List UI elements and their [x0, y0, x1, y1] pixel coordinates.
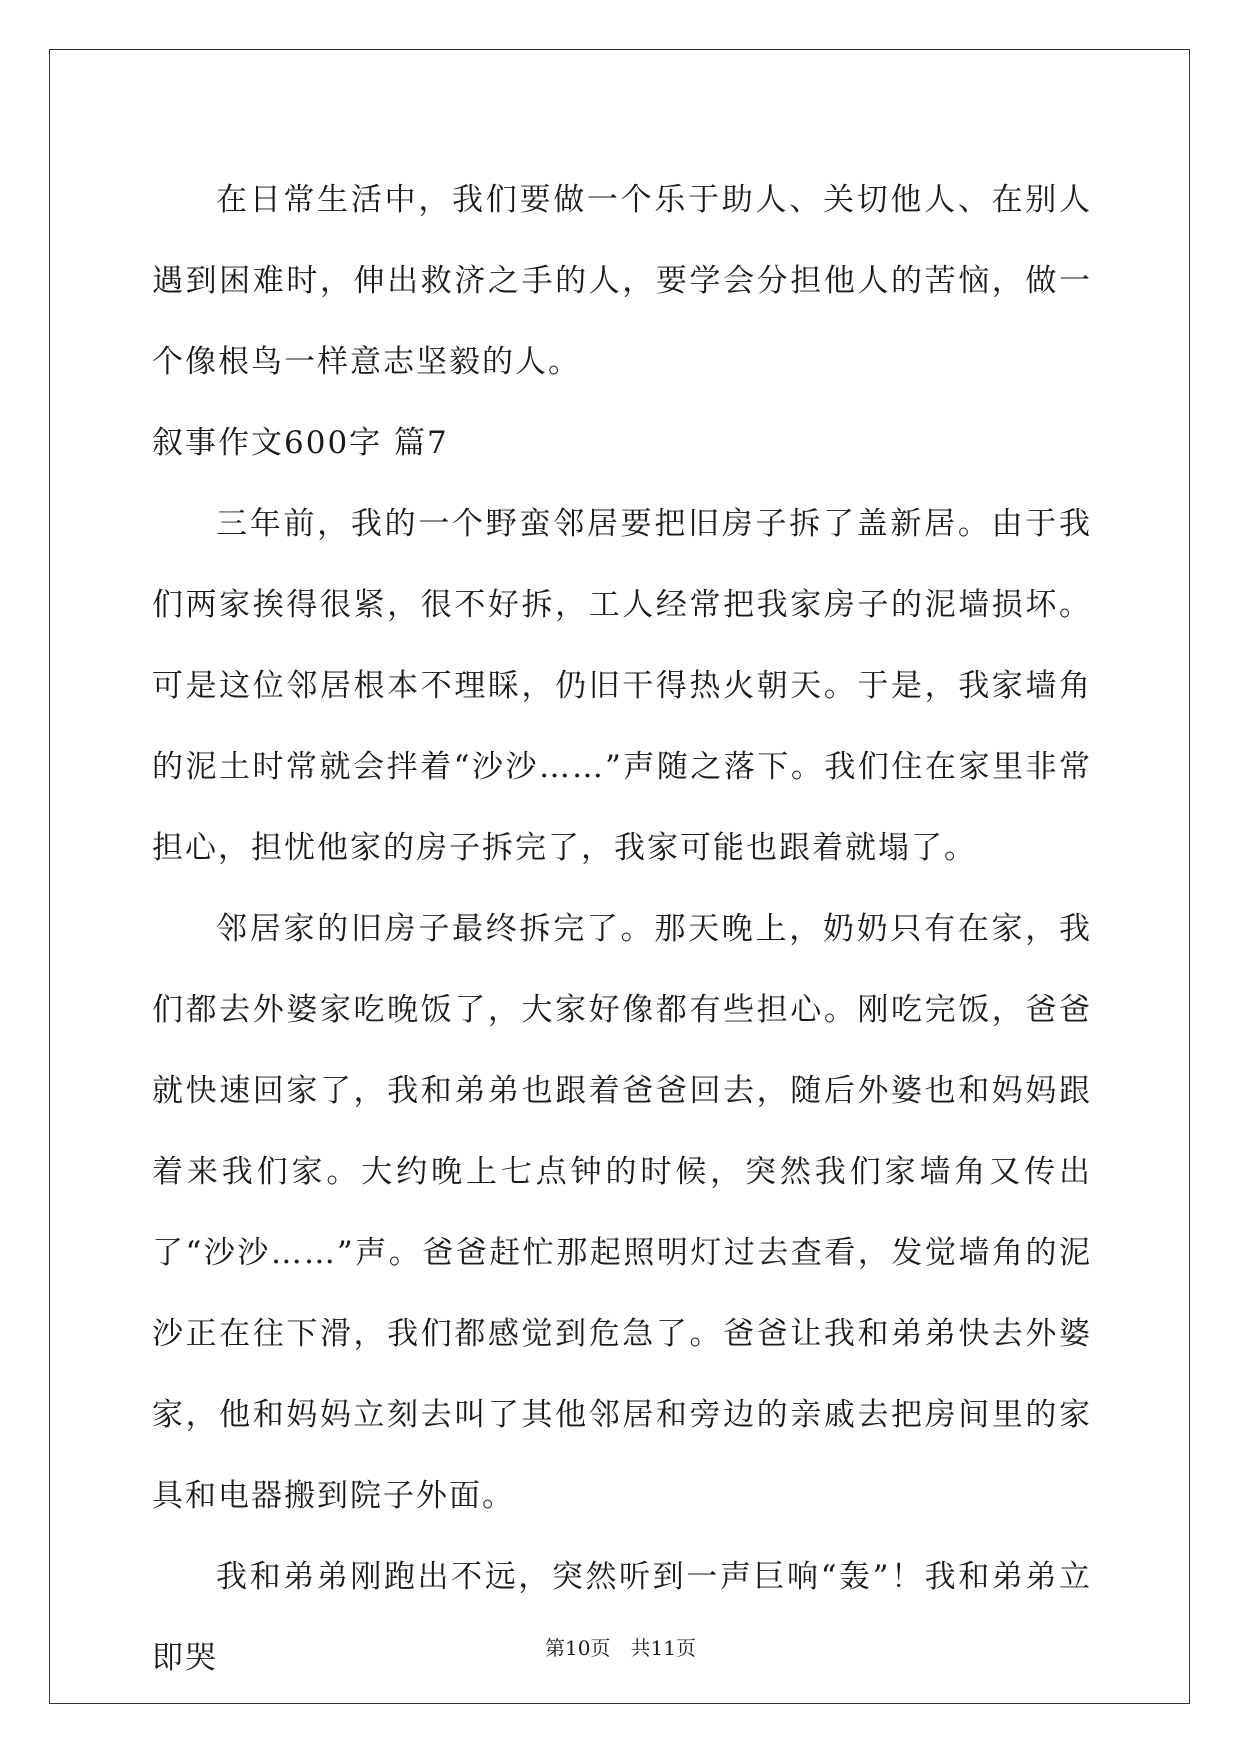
paragraph-3: 我和弟弟刚跑出不远，突然听到一声巨响“轰”！我和弟弟立即哭 [152, 1559, 1092, 1676]
document-body [152, 160, 1092, 1699]
paragraph-intro: 在日常生活中，我们要做一个乐于助人、关切他人、在别人遇到困难时，伸出救济之手的人，要学会分担他人的苦恼，做一个像根鸟一样意志坚毅的人。 [152, 182, 1092, 380]
page-footer [0, 1634, 1241, 1662]
section-title: 叙事作文600字 篇7 [152, 425, 449, 461]
paragraph-1: 三年前，我的一个野蛮邻居要把旧房子拆了盖新居。由于我们两家挨得很紧，很不好拆，工人经常把我家房子的泥墙损坏。可是这位邻居根本不理睬，仍旧干得热火朝天。于是，我家墙角的泥土时常就会拌着“沙沙……”声随之落下。我们住在家里非常担心，担忧他家的房子拆完了，我家可能也跟着就塌了。 [152, 506, 1092, 866]
page-number-current: 第10页 [545, 1636, 611, 1660]
paragraph-2: 邻居家的旧房子最终拆完了。那天晚上，奶奶只有在家，我们都去外婆家吃晚饭了，大家好像都有些担心。刚吃完饭，爸爸就快速回家了，我和弟弟也跟着爸爸回去，随后外婆也和妈妈跟着来我们家。大约晚上七点钟的时候，突然我们家墙角又传出了“沙沙……”声。爸爸赶忙那起照明灯过去查看，发觉墙角的泥沙正在往下滑，我们都感觉到危急了。爸爸让我和弟弟快去外婆家，他和妈妈立刻去叫了其他邻居和旁边的亲戚去把房间里的家具和电器搬到院子外面。 [152, 911, 1092, 1514]
page-number-total: 共11页 [630, 1636, 696, 1660]
